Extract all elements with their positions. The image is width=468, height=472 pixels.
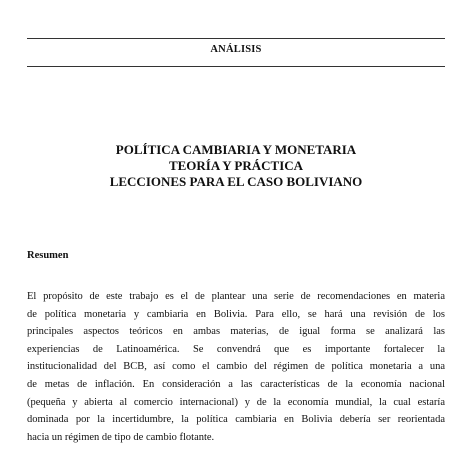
- abstract-line: de metas de inflación. En consideración a las características de la economía nacional: [27, 378, 445, 390]
- header-top-rule: [27, 38, 445, 39]
- abstract-line: experiencias de Latinoamérica. Se convendrá que es importante fortalecer la: [27, 343, 445, 355]
- document-title: [27, 142, 445, 190]
- abstract-paragraph: [27, 288, 445, 446]
- title-line-2: TEORÍA Y PRÁCTICA: [168, 158, 304, 173]
- abstract-line: principales aspectos teóricos en ambas materias, de igual forma se analizará las: [27, 326, 445, 338]
- title-line-1: POLÍTICA CAMBIARIA Y MONETARIA: [115, 142, 357, 157]
- abstract-line: El propósito de este trabajo es el de plantear una serie de recomendaciones en materia: [27, 291, 445, 302]
- abstract-line: institucionalidad del BCB, así como el cambio del régimen de política monetaria a una: [27, 361, 445, 373]
- abstract-line: (pequeña y abierta al comercio internacional) y de la economía mundial, la cual estaría: [27, 396, 445, 408]
- abstract-line: dominada por la incertidumbre, la política cambiaria en Bolivia debería ser reorientada: [27, 414, 445, 426]
- header-bottom-rule: [27, 66, 445, 67]
- title-line-3: LECCIONES PARA EL CASO BOLIVIANO: [109, 174, 363, 189]
- section-label: ANÁLISIS: [210, 44, 262, 55]
- abstract-line: hacia un régimen de tipo de cambio flotante.: [27, 431, 215, 443]
- abstract-line: de política monetaria y cambiaria en Bolivia. Para ello, se hará una revisión de los: [27, 308, 445, 320]
- resumen-heading: Resumen: [27, 250, 69, 261]
